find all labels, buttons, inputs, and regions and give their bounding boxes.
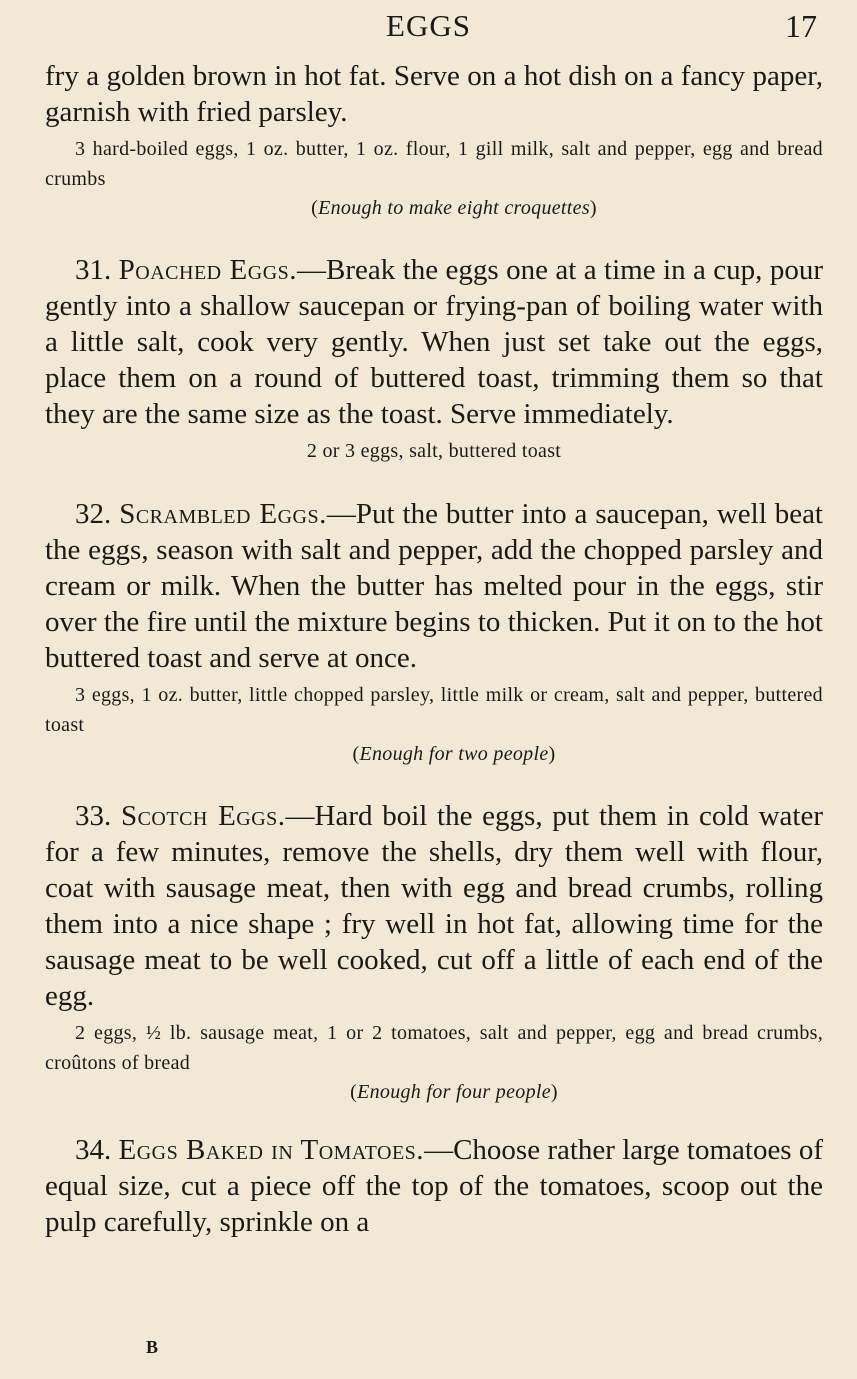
recipe-32-yield: (Enough for two people) xyxy=(352,743,556,765)
page-number: 17 xyxy=(785,8,817,44)
recipe-text: —Choose rather large tomatoes of equal size, cut a piece off the top of the tomatoes, scoop out the pulp carefully, sprinkle on a xyxy=(45,1134,824,1238)
continuation-yield: (Enough to make eight croquettes) xyxy=(311,197,597,219)
recipe-title: Eggs Baked in Tomatoes. xyxy=(118,1134,425,1166)
recipe-title: Poached Eggs. xyxy=(118,254,298,286)
running-head: EGGS xyxy=(386,8,471,43)
recipe-title: Scotch Eggs. xyxy=(120,800,286,832)
continuation-paragraph: fry a golden brown in hot fat. Serve on a hot dish on a fancy paper, garnish with fried parsley. xyxy=(45,60,823,128)
recipe-31-paragraph xyxy=(45,252,823,432)
yield-text: Enough for two people xyxy=(359,743,549,765)
signature-mark: B xyxy=(146,1337,159,1357)
recipe-title: Scrambled Eggs. xyxy=(119,498,327,530)
body-text xyxy=(45,58,823,1240)
recipe-31-ingredients: 2 or 3 eggs, salt, buttered toast xyxy=(306,440,562,462)
yield-text: Enough for four people xyxy=(357,1081,551,1103)
recipe-number: 32. xyxy=(75,498,112,530)
recipe-number: 34. xyxy=(75,1134,112,1166)
recipe-text: —Hard boil the eggs, put them in cold water for a few minutes, remove the shells, dry them well with flour, coat with sausage meat, then with egg and bread crumbs, rolling them into a nice shape ; fry well in hot fat, allowing time for the sausage meat to be well cooked, cut off a little of each end of the egg. xyxy=(45,800,823,1012)
recipe-text: —Break the eggs one at a time in a cup, pour gently into a shallow saucepan or frying-pan of boiling water with a little salt, cook very gently. When just set take out the eggs, place them on a round of buttered toast, trimming them so that they are the same size as the toast. Serve immediately. xyxy=(45,254,823,430)
recipe-33-ingredients: 2 eggs, ½ lb. sausage meat, 1 or 2 tomatoes, salt and pepper, egg and bread crumbs, croûtons of bread xyxy=(45,1022,823,1074)
continuation-ingredients: 3 hard-boiled eggs, 1 oz. butter, 1 oz. flour, 1 gill milk, salt and pepper, egg and bread crumbs xyxy=(45,138,823,190)
recipe-text: —Put the butter into a saucepan, well beat the eggs, season with salt and pepper, add the chopped parsley and cream or milk. When the butter has melted pour in the eggs, stir over the fire until the mixture begins to thicken. Put it on to the hot buttered toast and serve at once. xyxy=(45,498,823,674)
recipe-34-paragraph xyxy=(45,1132,823,1240)
recipe-number: 31. xyxy=(75,254,112,286)
recipe-33-paragraph xyxy=(45,798,823,1014)
recipe-32-paragraph xyxy=(45,496,823,676)
yield-text: Enough to make eight croquettes xyxy=(318,197,590,219)
recipe-33-yield: (Enough for four people) xyxy=(350,1081,558,1103)
recipe-32-ingredients: 3 eggs, 1 oz. butter, little chopped parsley, little milk or cream, salt and pepper, buttered toast xyxy=(45,684,823,736)
recipe-number: 33. xyxy=(75,800,112,832)
page-header xyxy=(0,6,857,50)
